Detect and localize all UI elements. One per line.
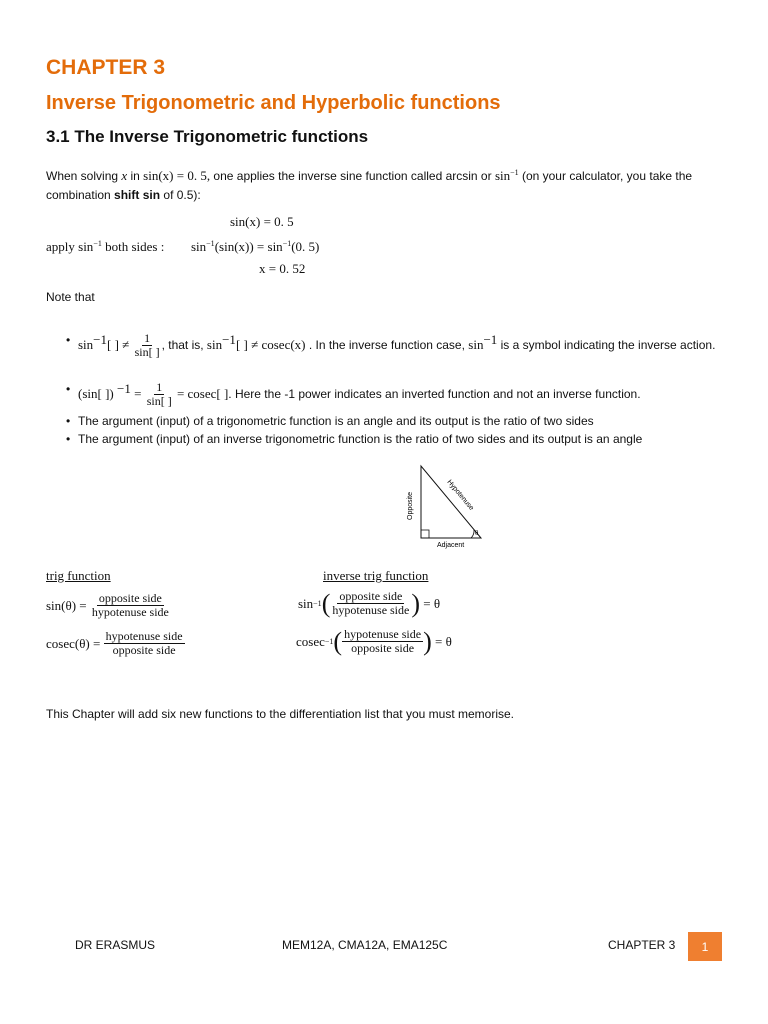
angle-arc bbox=[471, 530, 474, 538]
bullet-item: • sin−1[ ] ≠ $\frac{1}{\sin[ ]}$ , that is, sin−1[ ] ≠ cosec(x) . In the inverse function case, sin−1 is a symbol indicating the inverse action. bbox=[66, 331, 716, 360]
chapter-heading: CHAPTER 3 bbox=[46, 56, 166, 79]
opposite-label: Opposite bbox=[407, 491, 414, 520]
equation-line-2: $\sin^{-1}(\sin(x)) = \sin^{-1}(0$. 5) bbox=[191, 239, 320, 254]
section-heading: 3.1 The Inverse Trigonometric functions bbox=[46, 127, 369, 146]
right-triangle-diagram bbox=[395, 460, 495, 552]
bullet-item: • The argument (input) of a trigonometric function is an angle and its output is the ratio of two sides bbox=[66, 414, 594, 428]
bullet-item: • The argument (input) of an inverse trigonometric function is the ratio of two sides and its output is an angle bbox=[66, 432, 643, 446]
page-title: Inverse Trigonometric and Hyperbolic functions bbox=[46, 92, 501, 114]
adjacent-label: Adjacent bbox=[437, 542, 465, 549]
inverse-trig-heading: inverse trig function bbox=[323, 568, 429, 583]
inverse-sin-definition: sin −1 ( $\frac{\text{opposite side}}{\text{hypotenuse side}}$ ) = θ bbox=[298, 588, 441, 618]
note-text: Note that bbox=[46, 290, 95, 304]
footer-author: DR ERASMUS bbox=[75, 938, 156, 952]
equation-line-3: x = 0. 52 bbox=[259, 261, 306, 276]
right-angle-marker bbox=[421, 530, 429, 538]
triangle-shape bbox=[421, 466, 481, 538]
page-number: 1 bbox=[701, 939, 709, 954]
trig-function-heading: trig function bbox=[46, 568, 111, 583]
footer-chapter: CHAPTER 3 bbox=[608, 938, 676, 952]
equation-line-2-label: apply $\sin^{-1}$ both sides : bbox=[46, 239, 165, 254]
cosec-definition: cosec(θ) = $\frac{\text{hypotenuse side}}{\text{opposite side}}$ bbox=[46, 629, 183, 657]
closing-paragraph: This Chapter will add six new functions to the differentiation list that you must memorise. bbox=[46, 707, 514, 721]
intro-paragraph: When solving x in sin(x) = 0. 5, one applies the inverse sine function called arcsin or $\sin^{-1} (on$ your calculator, you take the combination shift sin of 0.5): bbox=[46, 168, 693, 202]
footer-courses: MEM12A, CMA12A, EMA125C bbox=[282, 938, 448, 952]
bullet-item: • (sin[ ]) −1 = $\frac{1}{\sin[ ]}$ = cosec[ ]. Here the -1 power indicates an inverted function and not an inverse function. bbox=[66, 380, 641, 409]
theta-label: θ bbox=[475, 529, 479, 537]
equation-line-1: sin(x) = 0. 5 bbox=[230, 214, 294, 229]
hypotenuse-label: Hypotenuse bbox=[445, 478, 475, 512]
page-number-badge bbox=[688, 932, 722, 961]
sin-definition: sin(θ) = $\frac{\text{opposite side}}{\text{hypotenuse side}}$ bbox=[46, 591, 169, 619]
inverse-cosec-definition: cosec −1 ( $\frac{\text{hypotenuse side}}{\text{opposite side}}$ ) = θ bbox=[296, 626, 452, 656]
